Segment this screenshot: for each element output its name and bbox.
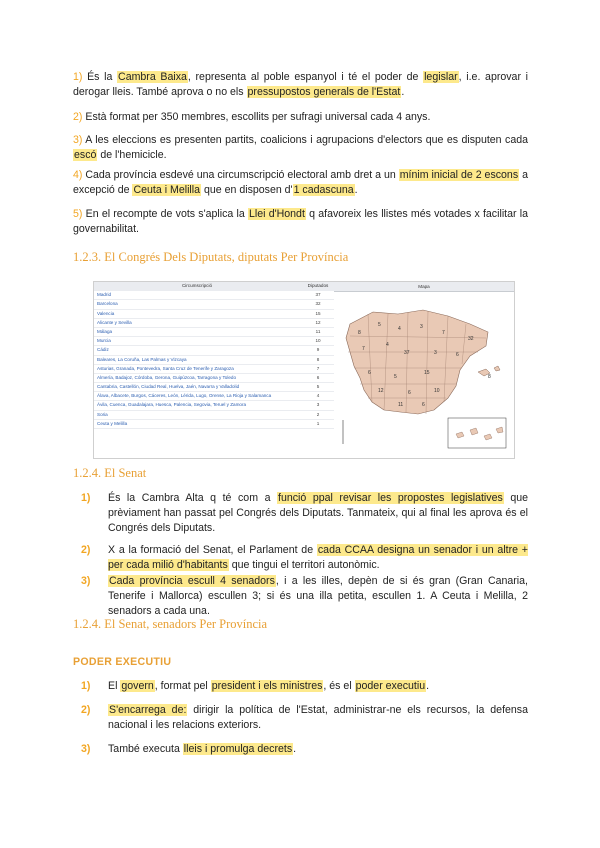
table-cell-diputats: 10 (315, 338, 321, 344)
point-2: 2) Està format per 350 membres, escollits per sufragi universal cada 4 anys. (73, 111, 431, 123)
svg-text:6: 6 (368, 370, 371, 376)
exec-item-1: El govern, format pel president i els ministres, és el poder executiu. (108, 680, 430, 692)
table-cell-diputats: 15 (315, 310, 321, 316)
table-row (94, 337, 334, 346)
svg-text:32: 32 (468, 336, 474, 342)
svg-text:12: 12 (378, 388, 384, 394)
svg-text:11: 11 (398, 402, 404, 408)
table-cell-diputats: 32 (315, 301, 321, 307)
table-cell-circumscripcio[interactable]: Barcelona (97, 301, 118, 307)
svg-text:6: 6 (408, 390, 411, 396)
table-cell-diputats: 9 (316, 347, 320, 353)
table-cell-diputats: 12 (315, 319, 321, 325)
table-cell-circumscripcio[interactable]: Almería, Badajoz, Córdoba, Gerona, Guipúzcoa, Tarragona y Toledo (97, 374, 236, 380)
table-row (94, 392, 334, 401)
svg-text:8: 8 (358, 330, 361, 336)
table-cell-diputats: 2 (316, 411, 320, 417)
svg-text:6: 6 (456, 352, 459, 358)
senat-num-1: 1) (81, 492, 91, 504)
table-row (94, 319, 334, 328)
point-1: 1) És la Cambra Baixa, representa al poble espanyol i té el poder de legislar, i.e. aprovar i derogar lleis. També aprova o no els pressupostos generals de l'Estat. (73, 71, 528, 98)
table-cell-diputats: 37 (315, 292, 321, 298)
table-cell-circumscripcio[interactable]: Ávila, Cuenca, Guadalajara, Huesca, Palencia, Segovia, Teruel y Zamora (97, 402, 247, 408)
table-row (94, 420, 334, 429)
table-cell-diputats: 3 (316, 402, 320, 408)
heading-senat: 1.2.4. El Senat (73, 466, 147, 480)
senat-item-2: X a la formació del Senat, el Parlament de cada CCAA designa un senador i un altre + per cada milió d'habitants que tingui el territori autonòmic. (108, 544, 528, 571)
table-cell-diputats: 4 (316, 393, 320, 399)
table-cell-diputats: 5 (316, 384, 320, 390)
svg-text:7: 7 (362, 346, 365, 352)
table-row (94, 411, 334, 420)
point-3: 3) A les eleccions es presenten partits, coalicions i agrupacions d'electors que es disputen cada escó de l'hemicicle. (73, 134, 528, 161)
table-cell-circumscripcio[interactable]: Cantabria, Castellón, Ciudad Real, Huelva, Jaén, Navarra y Valladolid (97, 384, 240, 390)
spain-mainland (346, 310, 488, 414)
seats-table (94, 282, 334, 458)
exec-item-3: També executa lleis i promulga decrets. (108, 743, 297, 755)
svg-text:37: 37 (404, 350, 410, 356)
point-5: 5) En el recompte de vots s'aplica la Llei d'Hondt q afavoreix les llistes més votades x facilitar la governabilitat. (73, 208, 528, 235)
exec-num-3: 3) (81, 743, 91, 755)
exec-num-1: 1) (81, 680, 91, 692)
table-cell-circumscripcio[interactable]: Baleares, La Coruña, Las Palmas y Vizcaya (97, 356, 187, 362)
senat-item-1: És la Cambra Alta q té com a funció ppal revisar les propostes legislatives que prèviament han passat pel Congrés dels Diputats. Tanmateix, qui al final les aprova és el Congrés dels Diputats. (108, 492, 528, 534)
svg-text:3: 3 (420, 324, 423, 330)
table-cell-circumscripcio[interactable]: Soria (97, 411, 108, 417)
table-row (94, 356, 334, 365)
table-row (94, 291, 334, 300)
table-row (94, 346, 334, 355)
table-cell-diputats: 6 (316, 374, 320, 380)
table-row (94, 383, 334, 392)
svg-text:6: 6 (422, 402, 425, 408)
exec-item-2: S'encarrega de: dirigir la política de l'Estat, administrar-ne els recursos, la defensa nacional i les relacions exteriors. (108, 704, 528, 731)
svg-text:5: 5 (378, 322, 381, 328)
table-cell-diputats: 7 (316, 365, 320, 371)
table-row (94, 365, 334, 374)
table-cell-circumscripcio[interactable]: Málaga (97, 328, 113, 334)
table-cell-circumscripcio[interactable]: Valencia (97, 310, 115, 316)
exec-num-2: 2) (81, 704, 91, 716)
table-cell-circumscripcio[interactable]: Cádiz (97, 347, 109, 353)
svg-text:8: 8 (488, 374, 491, 380)
senat-num-3: 3) (81, 575, 91, 587)
senat-item-3: Cada província escull 4 senadors, i a les illes, depèn de si és gran (Gran Canaria, Tenerife i Mallorca) escullen 3; si és una illa petita, escullen 1. A Ceuta i Melilla, 2 senadors a cada una. (108, 575, 528, 617)
svg-text:15: 15 (424, 370, 430, 376)
table-cell-circumscripcio[interactable]: Ceuta y Melilla (97, 420, 128, 426)
congres-figure (93, 281, 515, 459)
point-4: 4) Cada província esdevé una circumscripció electoral amb dret a un mínim inicial de 2 escons a excepció de Ceuta i Melilla que en disposen d'1 cadascuna. (73, 169, 528, 196)
table-cell-diputats: 1 (316, 420, 320, 426)
table-cell-circumscripcio[interactable]: Madrid (97, 292, 112, 298)
svg-text:10: 10 (434, 388, 440, 394)
table-cell-diputats: 8 (316, 356, 320, 362)
heading-congres: 1.2.3. El Congrés Dels Diputats, diputats Per Província (73, 250, 349, 264)
table-row (94, 328, 334, 337)
table-row (94, 374, 334, 383)
table-row (94, 300, 334, 309)
table-cell-circumscripcio[interactable]: Asturias, Granada, Pontevedra, Santa Cruz de Tenerife y Zaragoza (97, 365, 234, 371)
table-cell-circumscripcio[interactable]: Álava, Albacete, Burgos, Cáceres, León, Lérida, Lugo, Orense, La Rioja y Salamanca (97, 393, 272, 399)
table-row (94, 401, 334, 410)
table-cell-diputats: 11 (315, 328, 321, 334)
svg-text:4: 4 (386, 342, 389, 348)
section-title-executiu: PODER EXECUTIU (73, 656, 172, 668)
svg-text:3: 3 (434, 350, 437, 356)
heading-senat-prov: 1.2.4. El Senat, senadors Per Província (73, 617, 268, 631)
svg-text:7: 7 (442, 330, 445, 336)
canary-islands (456, 427, 503, 440)
table-row (94, 310, 334, 319)
svg-text:4: 4 (398, 326, 401, 332)
spain-map (338, 294, 510, 454)
table-cell-circumscripcio[interactable]: Murcia (97, 338, 111, 344)
map-header: Mapa (334, 282, 514, 292)
table-header: Circumscripció Diputados (94, 282, 334, 291)
table-cell-circumscripcio[interactable]: Alicante y Sevilla (97, 319, 132, 325)
svg-text:5: 5 (394, 374, 397, 380)
senat-num-2: 2) (81, 544, 91, 556)
